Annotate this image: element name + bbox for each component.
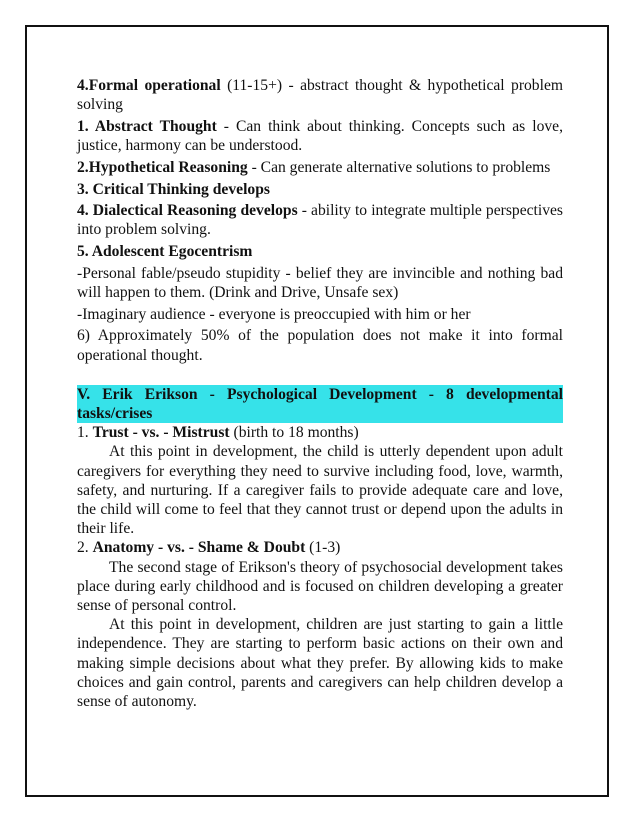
adolescent-egocentrism-item: 5. Adolescent Egocentrism [77,243,253,261]
personal-fable-text: -Personal fable/pseudo stupidity - belief they are invincible and nothing bad will happen to them. (Drink and Drive, Unsafe sex) [77,264,563,302]
dialectical-reasoning-desc: - ability to integrate multiple perspectives into problem solving. [77,202,563,239]
stage2-title: Anatomy - vs. - Shame & Doubt [92,539,306,557]
hypothetical-reasoning-item [77,158,563,177]
formal-operational-title: 4.Formal operational [77,77,221,94]
formal-operational-desc: (11-15+) - abstract thought & hypothetical problem solving [77,77,563,114]
stage1-description: At this point in development, the child is utterly dependent upon adult caregivers for everything they need to survive including food, love, warmth, safety, and nurturing. If a caregiver fails to provide adequate care and love, the child will come to feel that they cannot trust or depend upon the adults in their life. [77,443,563,538]
dialectical-reasoning-title: 4. Dialectical Reasoning develops [77,202,298,220]
stage2-description-2: At this point in development, children are just starting to gain a little independence. They are starting to perform basic actions on their own and making simple decisions about what they prefer. By allowing kids to make choices and gain control, parents and caregivers can help children develop a sense of autonomy. [77,616,563,711]
abstract-thought-item [77,117,563,155]
critical-thinking-item: 3. Critical Thinking develops [77,180,270,198]
erikson-section-heading: V. Erik Erikson - Psychological Development - 8 developmental tasks/crises [77,385,563,423]
stage2-age: (1-3) [305,539,341,557]
imaginary-audience-text: -Imaginary audience - everyone is preoccupied with him or her [77,305,471,323]
stage2-title-line [77,538,563,557]
stage2-description-1: The second stage of Erikson's theory of psychosocial development takes place during early childhood and is focused on children developing a greater sense of personal control. [77,558,563,615]
stage1-age: (birth to 18 months) [229,424,359,442]
document-body [77,76,563,711]
hypothetical-reasoning-title: 2.Hypothetical Reasoning [77,158,248,176]
formal-operational-line [77,76,563,114]
dialectical-reasoning-item [77,201,563,239]
stage1-title: Trust - vs. - Mistrust [92,424,230,442]
stage2-number: 2. [77,539,93,557]
stage1-title-line [77,423,563,442]
abstract-thought-desc: - Can think about thinking. Concepts such as love, justice, harmony can be understood. [77,117,563,155]
stage1-number: 1. [77,424,93,442]
formal-thought-percentage-text: 6) Approximately 50% of the population does not make it into formal operational thought. [77,327,563,364]
hypothetical-reasoning-desc: - Can generate alternative solutions to problems [247,158,551,176]
abstract-thought-title: 1. Abstract Thought [77,117,217,135]
